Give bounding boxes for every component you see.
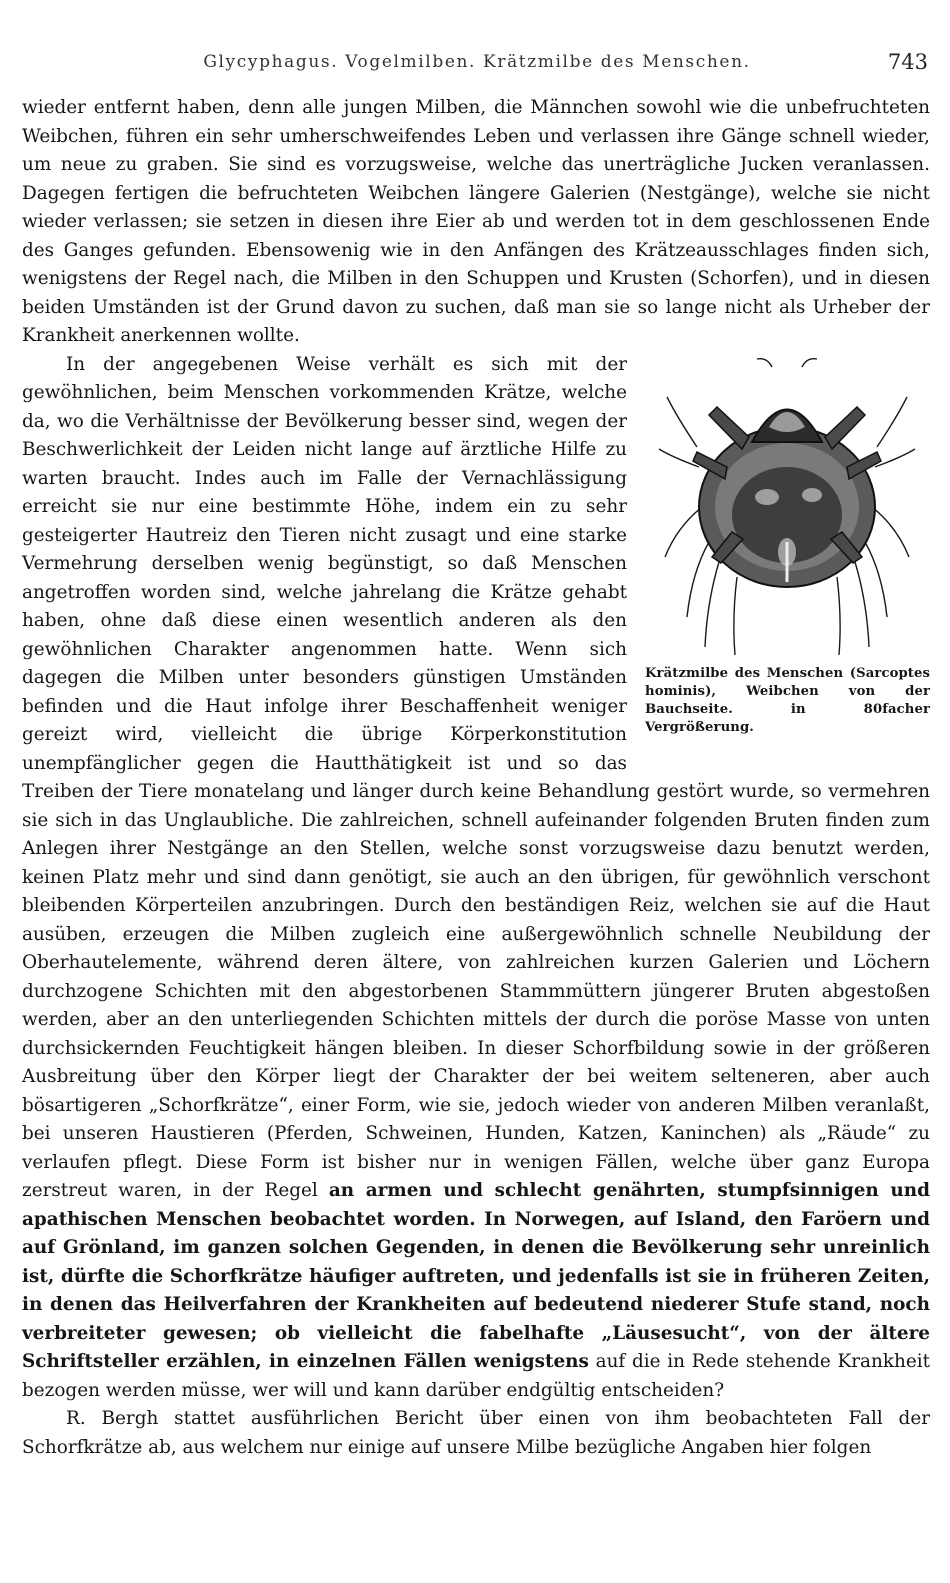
running-header xyxy=(22,48,932,78)
paragraph-1: wieder entfernt haben, denn alle jungen Milben, die Männchen sowohl wie die unbefruchteten Weibchen, führen ein sehr umherschweifendes Leben und verlassen ihre Gänge schnell wieder, um neue zu graben. Sie sind es vorzugsweise, welche das unerträgliche Jucken veranlassen. Dagegen fertigen die befruchteten Weibchen längere Galerien (Nestgänge), welche sie nicht wieder verlassen; sie setzen in diesen ihre Eier ab und werden tot in dem geschlossenen Ende des Ganges gefunden. Ebensowenig wie in den Anfängen des Krätzeausschlages finden sich, wenigstens der Regel nach, die Milben in den Schuppen und Krusten (Schorfen), und in diesen beiden Umständen ist der Grund davon zu suchen, daß man sie so lange nicht als Urheber der Krankheit anerkennen wollte. xyxy=(22,97,930,346)
mite-illustration-icon xyxy=(657,357,917,657)
paragraph-2-end-text: auf die in Rede stehende Krankheit bezogen werden müsse, wer will und kann darüber endgültig entscheiden? xyxy=(22,1351,930,1401)
page-number: 743 xyxy=(887,50,928,74)
paragraph-2-bold-text: an armen und schlecht genährten, stumpfsinnigen und apathischen Menschen beobachtet worden. In Norwegen, auf Island, den Faröern und auf Grönland, im ganzen solchen Gegenden, in denen die Bevölkerung sehr unreinlich ist, dürfte die Schorfkrätze häufiger auftreten, und jedenfalls ist sie in früheren Zeiten, in denen das Heilverfahren der Krankheiten auf bedeutend niederer Stufe stand, noch verbreiteter gewesen; ob vielleicht die fabelhafte „Läusesucht“, von der ältere Schriftsteller erzählen, in einzelnen Fällen wenigstens xyxy=(22,1180,930,1372)
paragraph-3: R. Bergh stattet ausführlichen Bericht über einen von ihm beobachteten Fall der Schorfkrätze ab, aus welchem nur einige auf unsere Milbe bezügliche Angaben hier folgen xyxy=(22,1408,930,1458)
figure-caption: Krätzmilbe des Menschen (Sarcoptes hominis), Weibchen von der Bauchseite. in 80facher Vergrößerung. xyxy=(645,665,930,735)
running-title: Glycyphagus. Vogelmilben. Krätzmilbe des Menschen. xyxy=(203,52,751,72)
body-text xyxy=(22,94,930,1462)
mite-figure xyxy=(645,357,930,749)
paragraph-2-text: In der angegebenen Weise verhält es sich mit der gewöhnlichen, beim Menschen vorkommenden Krätze, welche da, wo die Verhältnisse der Bevölkerung besser sind, wegen der Beschwerlichkeit der Leiden nicht lange auf ärztliche Hilfe zu warten braucht. Indes auch im Falle der Vernachlässigung erreicht sie nur eine bestimmte Höhe, indem ein zu sehr gesteigerter Hautreiz den Tieren nicht zusagt und eine starke Vermehrung derselben wenig begünstigt, so daß Menschen angetroffen worden sind, welche jahrelang die Krätze gehabt haben, ohne daß diese einen wesentlich anderen als den gewöhnlichen Charakter angenommen hatte. Wenn sich dagegen die Milben unter besonders günstigen Umständen befinden und die Haut infolge ihrer Beschaffenheit weniger gereizt wird, vielleicht die übrige Körperkonstitution unempfänglicher gegen die Hautthätigkeit ist und so das Treiben der Tiere monatelang und länger durch keine Behandlung gestört wurde, so vermehren sie sich in das Unglaubliche. Die zahlreichen, schnell aufeinander folgenden Bruten finden zum Anlegen ihrer Nestgänge an den Stellen, welche sonst vorzugsweise dazu benutzt werden, keinen Platz mehr und sind dann genötigt, sie auch an den übrigen, für gewöhnlich verschont bleibenden Körperteilen anzubringen. Durch den beständigen Reiz, welchen sie auf die Haut ausüben, erzeugen die Milben zugleich eine außergewöhnlich schnelle Neubildung der Oberhautelemente, während deren ältere, von zahlreichen kurzen Galerien und Löchern durchzogene Schichten mit den abgestorbenen Stammmüttern jüngerer Bruten abgestoßen werden, aber an den unterliegenden Schichten mittels der durch die poröse Masse von unten durchsickernden Feuchtigkeit hängen bleiben. In dieser Schorfbildung sowie in der größeren Ausbreitung über den Körper liegt der Charakter der bei weitem selteneren, aber auch bösartigeren „Schorfkrätze“, einer Form, wie sie, jedoch wieder von anderen Milben veranlaßt, bei unseren Haustieren (Pferden, Schweinen, Hunden, Katzen, Kaninchen) als „Räude“ zu verlaufen pflegt. Diese Form ist bisher nur in wenigen Fällen, welche über ganz Europa zerstreut waren, in der Regel xyxy=(22,353,930,1201)
